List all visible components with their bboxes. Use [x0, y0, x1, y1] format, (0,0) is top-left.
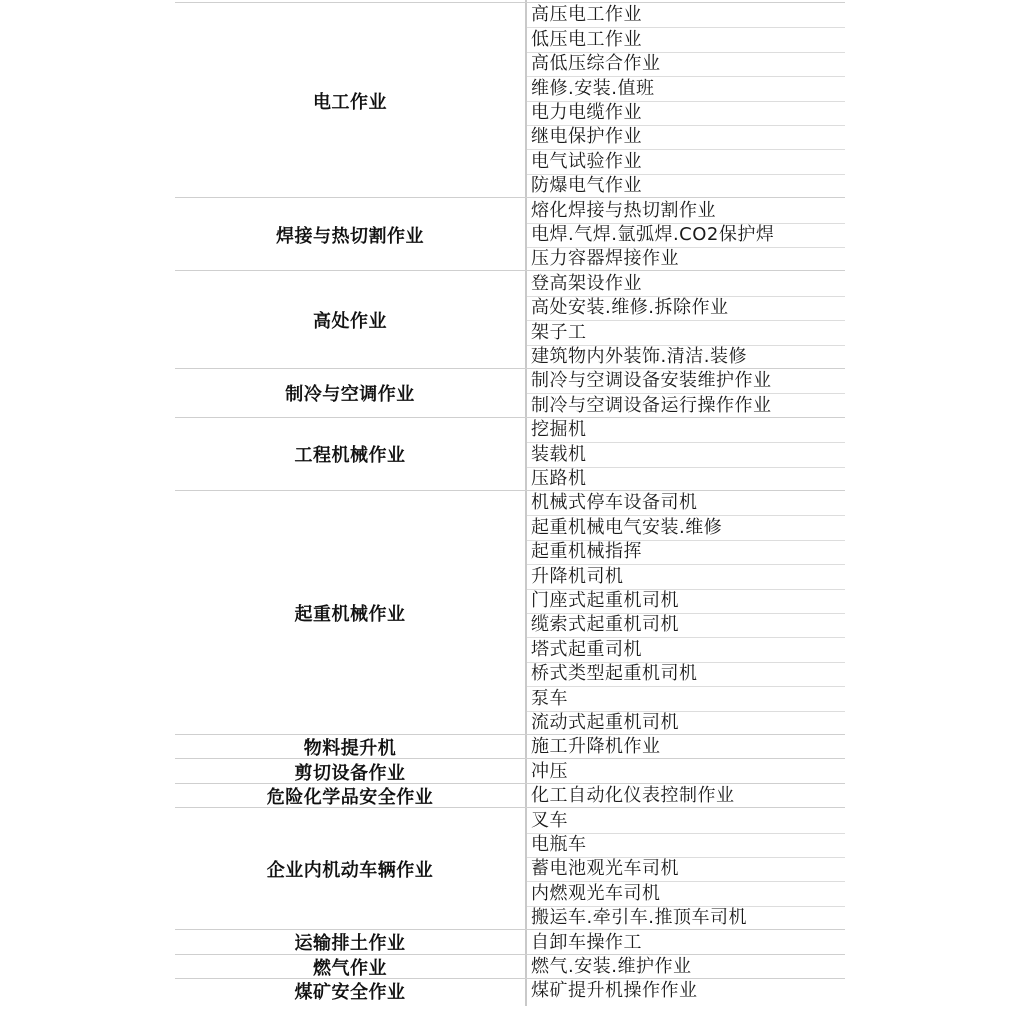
subcategory-row — [527, 857, 845, 881]
subcategory-row — [527, 369, 845, 393]
subcategory-label: 电瓶车 — [531, 833, 587, 855]
job-category-row — [175, 2, 845, 198]
subcategory-label: 起重机械电气安装.维修 — [531, 516, 723, 538]
subcategory-row — [527, 223, 845, 247]
job-category-row — [175, 417, 845, 491]
subcategory-label: 高低压综合作业 — [531, 53, 661, 75]
subcategory-label: 门座式起重机司机 — [531, 589, 679, 611]
category-label: 燃气作业 — [313, 957, 387, 979]
category-label: 煤矿安全作业 — [294, 982, 406, 1004]
subcategory-label: 流动式起重机司机 — [531, 711, 679, 733]
category-label: 电工作业 — [313, 91, 387, 113]
subcategory-label: 制冷与空调设备安装维护作业 — [531, 370, 772, 392]
subcategory-row — [527, 345, 845, 369]
subcategory-row — [527, 3, 845, 27]
subcategory-label: 防爆电气作业 — [531, 175, 642, 197]
subcategory-row — [527, 735, 845, 759]
subcategory-label: 维修.安装.值班 — [531, 77, 655, 99]
subcategory-label: 泵车 — [531, 687, 568, 709]
category-label: 企业内机动车辆作业 — [266, 860, 434, 882]
subcategory-label: 冲压 — [531, 760, 568, 782]
subcategory-label: 煤矿提升机操作作业 — [531, 980, 698, 1002]
subcategory-label: 熔化焊接与热切割作业 — [531, 199, 716, 221]
subcategory-label: 自卸车操作工 — [531, 931, 642, 953]
subcategory-label: 起重机械指挥 — [531, 541, 642, 563]
category-label: 危险化学品安全作业 — [266, 787, 434, 808]
subcategory-label: 电气试验作业 — [531, 150, 642, 172]
subcategory-row — [527, 393, 845, 417]
subcategory-row — [527, 125, 845, 149]
subcategory-label: 压力容器焊接作业 — [531, 248, 679, 270]
subcategory-row — [527, 174, 845, 198]
category-label: 焊接与热切割作业 — [276, 225, 424, 247]
category-label: 高处作业 — [313, 311, 387, 333]
category-label: 运输排土作业 — [294, 933, 406, 955]
subcategory-label: 建筑物内外装饰.清洁.装修 — [531, 345, 747, 367]
subcategory-label: 挖掘机 — [531, 419, 587, 441]
subcategory-row — [527, 515, 845, 539]
subcategory-row — [527, 442, 845, 466]
subcategory-label: 塔式起重司机 — [531, 638, 642, 660]
subcategory-label: 机械式停车设备司机 — [531, 492, 698, 514]
job-category-row — [175, 758, 845, 783]
subcategory-row — [527, 27, 845, 51]
subcategory-row — [527, 930, 845, 954]
category-label: 起重机械作业 — [294, 604, 406, 625]
job-category-row — [175, 807, 845, 930]
subcategory-label: 升降机司机 — [531, 565, 624, 587]
subcategory-label: 搬运车.牵引车.推顶车司机 — [531, 907, 747, 929]
subcategory-label: 低压电工作业 — [531, 28, 642, 50]
subcategory-row — [527, 52, 845, 76]
subcategory-label: 高处安装.维修.拆除作业 — [531, 297, 729, 319]
category-label: 剪切设备作业 — [294, 762, 406, 784]
subcategory-row — [527, 149, 845, 173]
job-category-row — [175, 783, 845, 808]
subcategory-row — [527, 247, 845, 271]
subcategory-row — [527, 540, 845, 564]
subcategory-label: 登高架设作业 — [531, 272, 642, 294]
subcategory-label: 施工升降机作业 — [531, 736, 661, 758]
subcategory-label: 高压电工作业 — [531, 4, 642, 26]
subcategory-label: 继电保护作业 — [531, 126, 642, 148]
category-label: 制冷与空调作业 — [285, 384, 415, 406]
subcategory-row — [527, 662, 845, 686]
subcategory-row — [527, 833, 845, 857]
subcategory-row — [527, 686, 845, 710]
job-category-row — [175, 929, 845, 954]
job-category-row — [175, 978, 845, 1003]
certification-table — [175, 0, 845, 1006]
subcategory-row — [527, 467, 845, 491]
subcategory-label: 桥式类型起重机司机 — [531, 663, 698, 685]
subcategory-row — [527, 759, 845, 783]
subcategory-row — [527, 881, 845, 905]
job-category-row — [175, 734, 845, 759]
subcategory-row — [527, 637, 845, 661]
subcategory-label: 压路机 — [531, 467, 587, 489]
subcategory-row — [527, 955, 845, 979]
subcategory-row — [527, 564, 845, 588]
subcategory-row — [527, 198, 845, 222]
subcategory-label: 电焊.气焊.氩弧焊.CO2保护焊 — [531, 223, 775, 245]
subcategory-row — [527, 784, 845, 808]
subcategory-label: 装载机 — [531, 443, 587, 465]
subcategory-row — [527, 76, 845, 100]
subcategory-label: 燃气.安装.维护作业 — [531, 955, 692, 977]
job-category-row — [175, 368, 845, 418]
subcategory-row — [527, 271, 845, 295]
subcategory-row — [527, 808, 845, 832]
subcategory-row — [527, 711, 845, 735]
subcategory-label: 蓄电池观光车司机 — [531, 858, 679, 880]
subcategory-label: 内燃观光车司机 — [531, 882, 661, 904]
subcategory-label: 缆索式起重机司机 — [531, 614, 679, 636]
subcategory-row — [527, 906, 845, 930]
job-category-row — [175, 270, 845, 369]
subcategory-row — [527, 979, 845, 1003]
category-label: 物料提升机 — [303, 738, 397, 760]
subcategory-row — [527, 296, 845, 320]
job-category-row — [175, 954, 845, 979]
subcategory-row — [527, 418, 845, 442]
subcategory-row — [527, 589, 845, 613]
subcategory-label: 化工自动化仪表控制作业 — [531, 785, 735, 807]
subcategory-row — [527, 491, 845, 515]
job-category-row — [175, 197, 845, 271]
job-category-row — [175, 490, 845, 735]
subcategory-row — [527, 613, 845, 637]
subcategory-label: 电力电缆作业 — [531, 101, 642, 123]
subcategory-row — [527, 320, 845, 344]
subcategory-row — [527, 101, 845, 125]
category-label: 工程机械作业 — [294, 445, 406, 467]
subcategory-label: 叉车 — [531, 809, 568, 831]
subcategory-label: 制冷与空调设备运行操作作业 — [531, 394, 772, 416]
subcategory-label: 架子工 — [531, 321, 587, 343]
